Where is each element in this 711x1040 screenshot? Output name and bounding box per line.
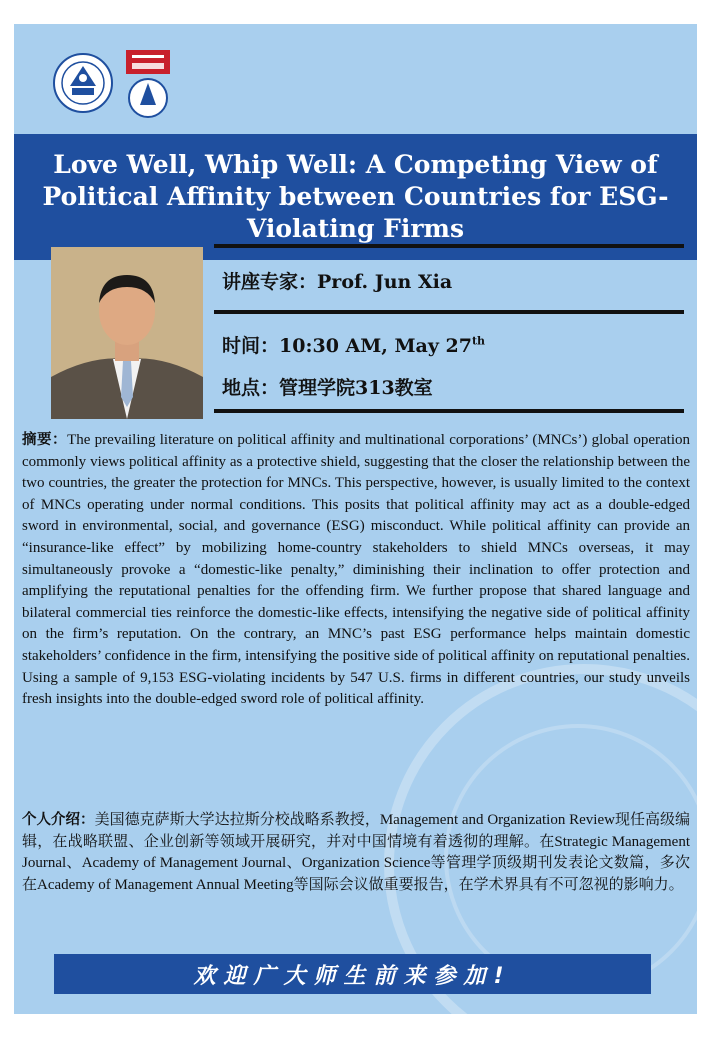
abstract: 摘要：The prevailing literature on political affinity and multinational corporations’ (MNCs’) global operation commonly views political affinity as a protective shield, suggesting that the closer the relationship between the two countries, the greater the protection for MNCs. This perspective, however, is usually limited to the context of MNCs operating under normal conditions. This posits that political affinity may act as a double-edged sword in environmental, social, and governance (ESG) misconduct. While political affinity can provide an “insurance-like effect” by mobilizing home-country stakeholders to shield MNCs overseas, it may simultaneously provoke a “domestic-like penalty,” diminishing their inclination to offer protection and amplifying the reputational penalties for the offending firm. We further propose that shared language and bilateral commercial ties reinforce the domestic-like effects, intensifying the negative side of political affinity on the firm’s reputation. On the contrary, an MNC’s past ESG performance helps maintain domestic stakeholders’ confidence in the firm, intensifying the positive side of political affinity on reputational penalties. Using a sample of 9,153 ESG-violating incidents by 547 U.S. firms in different countries, our study unveils fresh insights into the double-edged sword role of political affinity.	[22, 432, 691, 708]
lecture-title: Love Well, Whip Well: A Competing View of Political Affinity between Countries for ESG-Violating Firms	[42, 150, 669, 243]
university-logo	[52, 52, 114, 114]
divider-top	[214, 244, 684, 248]
location-line: 地点：管理学院313教室	[222, 377, 433, 399]
speaker-photo	[51, 247, 203, 419]
welcome-message: 欢迎广大师生前来参加!	[193, 963, 512, 989]
time-line: 时间：10:30 AM, May 27th	[222, 334, 486, 357]
speaker-line: 讲座专家：Prof. Jun Xia	[222, 271, 453, 293]
poster	[14, 24, 697, 1014]
title-band	[14, 134, 697, 260]
divider-middle	[214, 310, 684, 314]
speaker-bio: 个人介绍：美国德克萨斯大学达拉斯分校战略系教授，Management and Organization Review现任高级编辑，在战略联盟、企业创新等领域开展研究，并对中国情境有着透彻的理解。在Strategic Management Journal、Academy of Management Journal、Organization Science等管理学顶级期刊发表论文数篇，多次在Academy of Management Annual Meeting等国际会议做重要报告，在学术界具有不可忽视的影响力。	[22, 812, 691, 893]
school-of-management-logo	[126, 50, 170, 120]
divider-bottom	[214, 409, 684, 413]
welcome-band	[54, 954, 651, 994]
